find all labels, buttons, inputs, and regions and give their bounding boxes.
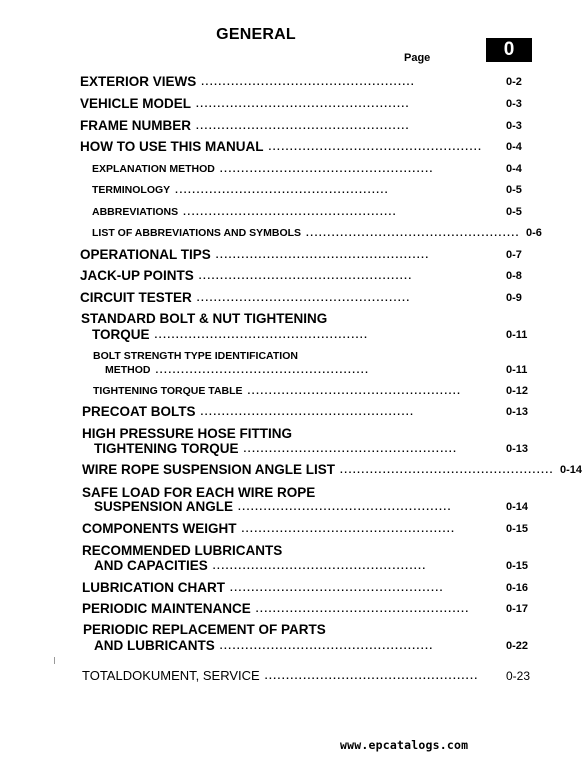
page-column-label: Page: [404, 52, 431, 64]
toc-entry-label: WIRE ROPE SUSPENSION ANGLE LIST: [82, 462, 336, 477]
toc-entry[interactable]: [0, 96, 554, 112]
toc-entry-label: HIGH PRESSURE HOSE FITTING: [82, 426, 293, 441]
dot-leader: ..................................................: [215, 250, 430, 261]
toc-entry-label: TIGHTENING TORQUE TABLE: [93, 385, 243, 397]
dot-leader: ..................................................: [200, 407, 415, 418]
dot-leader: ..................................................: [241, 524, 456, 535]
toc-entry[interactable]: [0, 558, 554, 574]
toc-entry-label: SUSPENSION ANGLE: [94, 499, 234, 514]
toc-entry-label: STANDARD BOLT & NUT TIGHTENING: [81, 311, 328, 326]
toc-entry-label: FRAME NUMBER: [80, 118, 191, 133]
toc-entry-label: CIRCUIT TESTER: [80, 290, 192, 305]
toc-entry-label: RECOMMENDED LUBRICANTS: [82, 543, 283, 558]
toc-entry-page: 0-23: [506, 669, 531, 683]
toc-entry[interactable]: [0, 139, 554, 155]
toc-entry-label: LUBRICATION CHART: [82, 580, 225, 595]
toc-entry[interactable]: [0, 362, 554, 378]
toc-entry-page: 0-13: [506, 406, 529, 418]
dot-leader: ..................................................: [247, 386, 462, 397]
dot-leader: ..................................................: [238, 502, 452, 513]
toc-entry-page: 0-11: [506, 364, 528, 376]
dot-leader: ..................................................: [306, 228, 520, 239]
toc-entry-label: PERIODIC MAINTENANCE: [82, 601, 251, 616]
footer-url: www.epcatalogs.com: [340, 738, 469, 752]
toc-entry[interactable]: [0, 182, 554, 198]
toc-entry-page: 0-5: [506, 206, 522, 218]
toc-entry-page: 0-12: [506, 385, 529, 397]
toc-entry-label: HOW TO USE THIS MANUAL: [80, 139, 264, 154]
toc-entry[interactable]: [0, 521, 554, 537]
dot-leader: ..................................................: [155, 365, 370, 376]
dot-leader: ..................................................: [268, 142, 483, 153]
dot-leader: ..................................................: [196, 99, 410, 110]
toc-entry-label: VEHICLE MODEL: [80, 96, 192, 111]
toc-entry[interactable]: [0, 404, 554, 420]
toc-entry-label: AND CAPACITIES: [94, 558, 208, 573]
toc-entry-label: AND LUBRICANTS: [94, 638, 215, 653]
toc-entry[interactable]: [0, 268, 554, 284]
dot-leader: ..................................................: [201, 77, 416, 88]
toc-entry: [0, 311, 554, 327]
toc-entry-label: OPERATIONAL TIPS: [80, 247, 211, 262]
toc-entry-page: 0-16: [506, 582, 529, 594]
dot-leader: ..................................................: [175, 185, 390, 196]
toc-entry-label: ABBREVIATIONS: [92, 206, 179, 218]
toc-entry-page: 0-11: [506, 329, 528, 341]
toc-entry: [0, 622, 554, 638]
toc-entry[interactable]: [0, 204, 554, 220]
toc-entry-page: 0-15: [506, 523, 529, 535]
toc-entry-page: 0-15: [506, 560, 529, 572]
toc-entry: [0, 543, 554, 559]
toc-entry[interactable]: [0, 327, 554, 343]
dot-leader: ..................................................: [196, 121, 410, 132]
toc-entry-label: TIGHTENING TORQUE: [94, 441, 239, 456]
toc-entry-page: 0-8: [506, 270, 522, 282]
toc-entry-page: 0-2: [506, 76, 522, 88]
toc-entry[interactable]: [0, 580, 554, 596]
toc-entry-page: 0-7: [506, 249, 522, 261]
toc-entry-label: SAFE LOAD FOR EACH WIRE ROPE: [82, 485, 316, 500]
section-tab: 0: [486, 38, 532, 62]
toc-entry-page: 0-6: [525, 227, 542, 239]
toc-entry-total[interactable]: [0, 668, 554, 684]
dot-leader: ..................................................: [264, 671, 479, 682]
dot-leader: ..................................................: [198, 271, 413, 282]
dot-leader: ..................................................: [255, 604, 470, 615]
toc-entry-label: METHOD: [105, 364, 151, 376]
toc-entry[interactable]: [0, 441, 554, 457]
toc-entry[interactable]: [0, 247, 554, 263]
toc-entry-page: 0-22: [506, 640, 529, 652]
toc-entry-label: TERMINOLOGY: [92, 184, 171, 196]
toc-entry[interactable]: [0, 383, 554, 399]
toc-entry[interactable]: [0, 499, 554, 515]
toc-entry-label: EXPLANATION METHOD: [92, 163, 215, 175]
toc-entry[interactable]: [0, 638, 554, 654]
toc-entry-label: TORQUE: [92, 327, 150, 342]
toc-entry-page: 0-14: [559, 464, 582, 476]
toc-entry[interactable]: [0, 161, 554, 177]
toc-entry-label: EXTERIOR VIEWS: [80, 74, 197, 89]
toc-entry[interactable]: [0, 290, 554, 306]
toc-entry: [0, 426, 554, 442]
toc-entry-page: 0-14: [506, 501, 529, 513]
dot-leader: ..................................................: [229, 583, 444, 594]
toc-entry-label: COMPONENTS WEIGHT: [82, 521, 237, 536]
dot-leader: ..................................................: [219, 164, 434, 175]
toc-entry-page: 0-17: [506, 603, 529, 615]
dot-leader: ..................................................: [154, 330, 369, 341]
page-title: GENERAL: [216, 26, 296, 43]
dot-leader: ..................................................: [340, 465, 554, 476]
margin-mark: [54, 657, 55, 664]
toc-entry-page: 0-9: [506, 292, 522, 304]
toc-entry[interactable]: [0, 462, 582, 478]
dot-leader: ..................................................: [196, 293, 411, 304]
dot-leader: ..................................................: [243, 444, 458, 455]
toc-entry-label: JACK-UP POINTS: [80, 268, 194, 283]
dot-leader: ..................................................: [183, 207, 398, 218]
dot-leader: ..................................................: [219, 641, 434, 652]
toc-entry-label: PRECOAT BOLTS: [82, 404, 196, 419]
toc-entry-page: 0-3: [506, 120, 522, 132]
toc-entry-label: BOLT STRENGTH TYPE IDENTIFICATION: [93, 350, 298, 362]
toc-entry[interactable]: [0, 118, 554, 134]
toc-entry[interactable]: [0, 74, 554, 90]
toc-entry[interactable]: [0, 601, 554, 617]
toc-entry[interactable]: [0, 225, 554, 241]
toc-entry-page: 0-4: [506, 163, 522, 175]
toc-entry-page: 0-3: [506, 98, 522, 110]
toc-entry-page: 0-4: [506, 141, 522, 153]
toc-entry-label: LIST OF ABBREVIATIONS AND SYMBOLS: [92, 227, 302, 239]
toc-entry-label: TOTALDOKUMENT, SERVICE: [82, 668, 260, 683]
toc-entry-label: PERIODIC REPLACEMENT OF PARTS: [83, 622, 326, 637]
dot-leader: ..................................................: [212, 561, 427, 572]
toc-entry-page: 0-5: [506, 184, 522, 196]
toc-entry-page: 0-13: [506, 443, 529, 455]
